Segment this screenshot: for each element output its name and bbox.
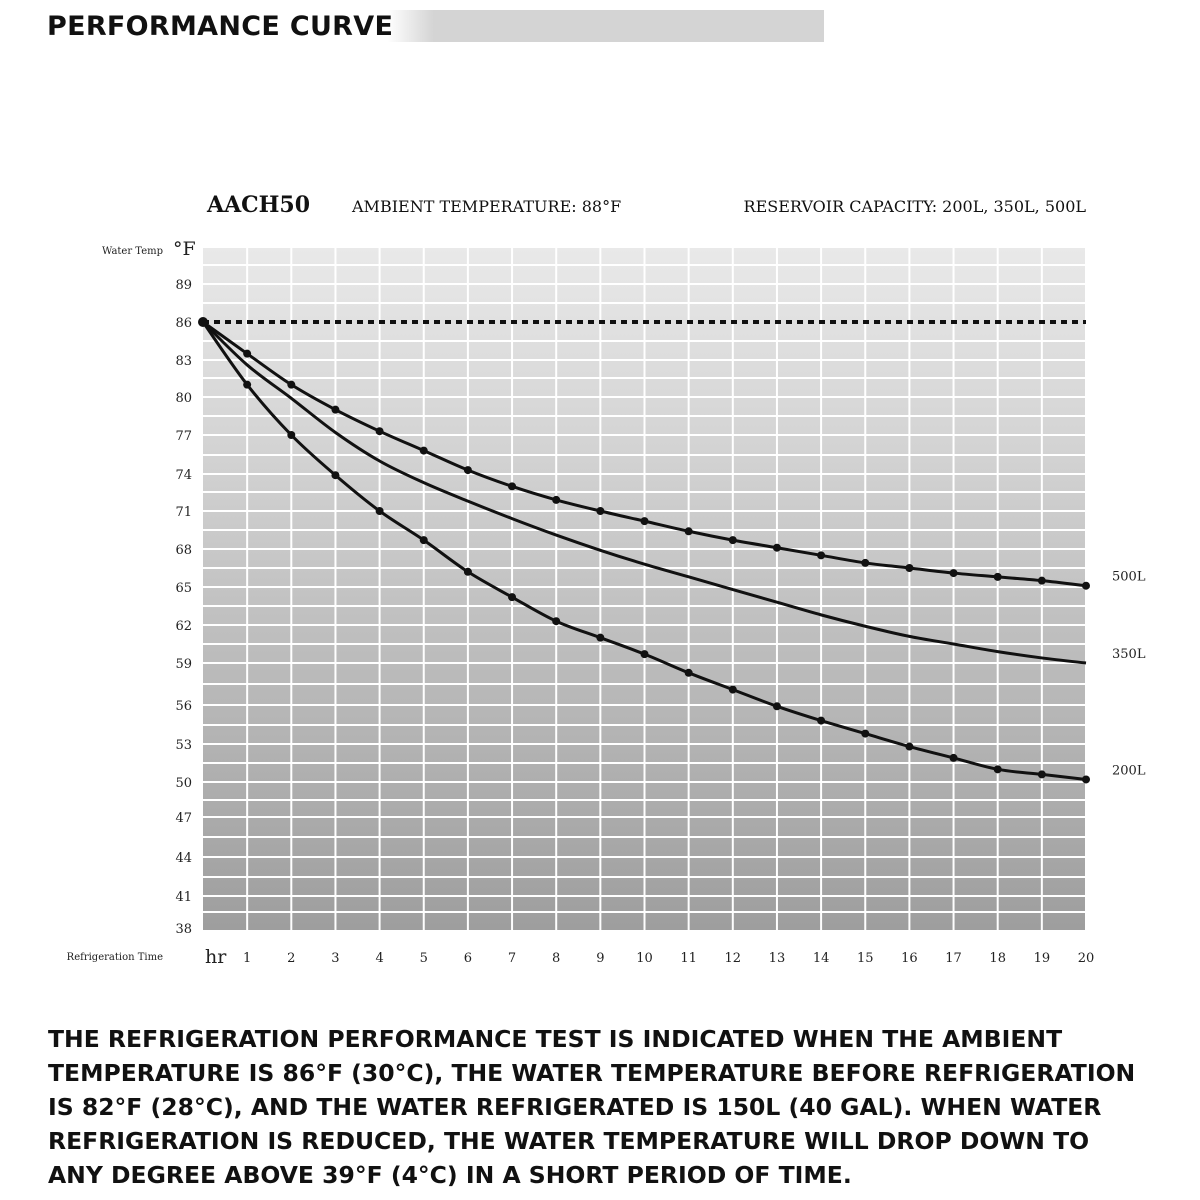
x-tick-label: 7 <box>507 951 517 966</box>
series-label-350L: 350L <box>1112 647 1146 662</box>
y-tick-label: 59 <box>175 657 192 672</box>
x-tick-label: 9 <box>596 951 605 966</box>
data-point-200L <box>243 381 251 389</box>
y-tick-label: 77 <box>175 429 192 444</box>
data-point-200L <box>685 669 693 677</box>
data-point-500L <box>994 573 1002 581</box>
y-tick-label: 50 <box>175 776 192 791</box>
data-point-500L <box>905 564 913 572</box>
y-tick-label: 62 <box>175 619 192 634</box>
y-tick-label: 47 <box>175 811 192 826</box>
grid <box>203 248 1086 930</box>
data-point-500L <box>420 447 428 455</box>
series-label-200L: 200L <box>1112 763 1146 779</box>
data-point-500L <box>1038 577 1046 585</box>
x-tick-label: 10 <box>636 951 653 966</box>
x-ticks <box>243 951 1094 966</box>
y-tick-label: 56 <box>175 699 192 714</box>
data-point-200L <box>331 471 339 479</box>
y-axis-label: Water Temp <box>102 246 163 257</box>
data-point-200L <box>1038 770 1046 778</box>
x-tick-label: 3 <box>331 951 340 966</box>
data-point-500L <box>861 559 869 567</box>
data-point-200L <box>552 617 560 625</box>
x-tick-label: 16 <box>901 951 918 966</box>
data-point-200L <box>376 507 384 515</box>
data-point-500L <box>464 466 472 474</box>
data-point-500L <box>508 482 516 490</box>
y-tick-label: 53 <box>175 738 192 753</box>
x-tick-label: 15 <box>856 951 874 966</box>
x-tick-label: 1 <box>243 951 252 966</box>
x-tick-label: 12 <box>724 951 742 966</box>
origin-point <box>198 317 208 327</box>
data-point-500L <box>376 427 384 435</box>
data-point-200L <box>729 686 737 694</box>
y-tick-label: 89 <box>175 278 192 293</box>
data-point-500L <box>685 527 693 535</box>
y-tick-label: 74 <box>175 468 192 483</box>
data-point-500L <box>729 536 737 544</box>
y-tick-label: 71 <box>175 505 192 520</box>
x-tick-label: 5 <box>419 951 428 966</box>
y-ticks <box>175 278 192 937</box>
data-point-500L <box>950 569 958 577</box>
x-tick-label: 19 <box>1033 951 1051 966</box>
data-point-500L <box>1082 582 1090 590</box>
x-tick-label: 11 <box>680 951 697 966</box>
data-point-200L <box>773 702 781 710</box>
caption-text: THE REFRIGERATION PERFORMANCE TEST IS INDICATED WHEN THE AMBIENT TEMPERATURE IS 86°F (30°C), THE WATER TEMPERATURE BEFORE REFRIGERATION IS 82°F (28°C), AND THE WATER REFRIGERATED IS 150L (40 GAL). WHEN WATER REFRIGERATION IS REDUCED, THE WATER TEMPERATURE WILL DROP DOWN TO ANY DEGREE ABOVE 39°F (4°C) IN A SHORT PERIOD OF TIME. <box>48 1025 1136 1189</box>
x-tick-label: 13 <box>768 951 786 966</box>
y-tick-label: 65 <box>175 581 192 596</box>
chart-reservoir: RESERVOIR CAPACITY: 200L, 350L, 500L <box>743 197 1086 216</box>
x-tick-label: 8 <box>552 951 561 966</box>
data-point-500L <box>817 551 825 559</box>
x-tick-label: 20 <box>1077 951 1095 966</box>
data-point-500L <box>773 544 781 552</box>
y-tick-label: 41 <box>175 890 192 905</box>
x-axis-unit: hr <box>205 946 227 968</box>
data-point-500L <box>641 517 649 525</box>
y-tick-label: 83 <box>175 354 192 369</box>
data-point-200L <box>994 765 1002 773</box>
y-tick-label: 80 <box>175 391 192 406</box>
data-point-500L <box>243 350 251 358</box>
data-point-200L <box>817 717 825 725</box>
y-axis-unit: °F <box>173 238 196 260</box>
data-point-200L <box>508 593 516 601</box>
data-point-200L <box>950 754 958 762</box>
x-tick-label: 4 <box>375 951 384 966</box>
data-point-500L <box>287 381 295 389</box>
data-point-500L <box>552 496 560 504</box>
chart-ambient: AMBIENT TEMPERATURE: 88°F <box>352 197 622 216</box>
data-point-200L <box>861 730 869 738</box>
data-point-200L <box>464 568 472 576</box>
data-point-500L <box>331 406 339 414</box>
page-title: PERFORMANCE CURVE <box>47 11 394 42</box>
x-axis-label: Refrigeration Time <box>66 952 163 963</box>
data-point-200L <box>420 536 428 544</box>
data-point-200L <box>596 634 604 642</box>
data-point-500L <box>596 507 604 515</box>
y-tick-label: 38 <box>175 922 192 937</box>
y-tick-label: 68 <box>175 543 192 558</box>
chart-model: AACH50 <box>207 192 311 218</box>
data-point-200L <box>641 650 649 658</box>
y-tick-label: 86 <box>175 316 192 331</box>
x-tick-label: 18 <box>989 951 1006 966</box>
series-label-500L: 500L <box>1112 569 1146 585</box>
data-point-200L <box>905 743 913 751</box>
x-tick-label: 14 <box>812 951 830 966</box>
data-point-200L <box>287 431 295 439</box>
y-tick-label: 44 <box>175 851 192 866</box>
x-tick-label: 6 <box>463 951 473 966</box>
x-tick-label: 17 <box>945 951 962 966</box>
x-tick-label: 2 <box>287 951 296 966</box>
data-point-200L <box>1082 775 1090 783</box>
